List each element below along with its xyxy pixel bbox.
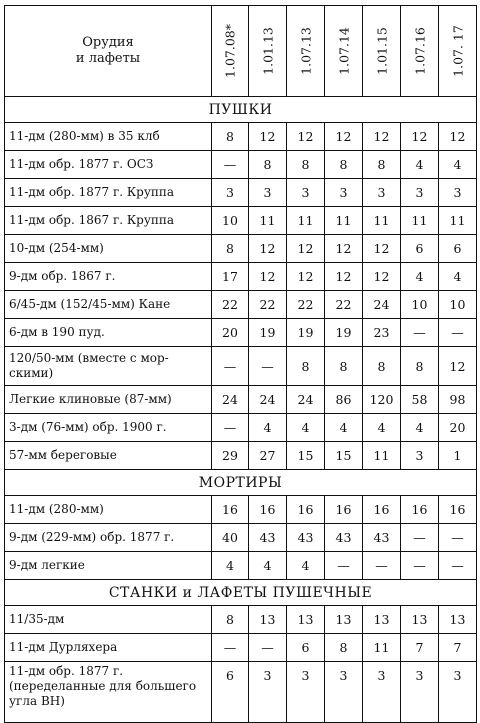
date-label: 1.07. 17: [450, 25, 465, 77]
row-name-cell: [5, 524, 212, 552]
date-label: 1.07.08*: [222, 24, 238, 78]
row-name-cell: [5, 662, 212, 723]
value-cell: —: [439, 524, 477, 552]
value-cell: 43: [325, 524, 363, 552]
value-cell: 40: [212, 524, 249, 552]
header-name-line1: Орудия: [82, 35, 134, 50]
row-name-line: Легкие клиновые (87-мм): [9, 392, 172, 406]
value-cell: 7: [439, 634, 477, 662]
table-row: [5, 386, 477, 414]
row-name-cell: [5, 442, 212, 470]
row-name-line: 3-дм (76-мм) обр. 1900 г.: [9, 420, 167, 434]
value-cell: —: [401, 552, 439, 580]
value-cell: 4: [287, 552, 325, 580]
row-name-line: 11-дм Дурляхера: [9, 640, 118, 654]
value-cell: 22: [249, 291, 287, 319]
value-cell: 120: [363, 386, 401, 414]
value-cell: 4: [249, 552, 287, 580]
value-cell: —: [249, 634, 287, 662]
value-cell: 16: [249, 496, 287, 524]
table-row: [5, 319, 477, 347]
row-name-cell: [5, 552, 212, 580]
date-label: 1.07.16: [412, 27, 427, 75]
value-cell: 6: [401, 235, 439, 263]
header-date-3: [287, 6, 325, 97]
value-cell: 4: [363, 414, 401, 442]
row-name-cell: [5, 319, 212, 347]
value-cell: 24: [249, 386, 287, 414]
value-cell: 4: [439, 263, 477, 291]
value-cell: 8: [363, 347, 401, 386]
value-cell: 11: [363, 634, 401, 662]
row-name-line: 6-дм в 190 пуд.: [9, 325, 105, 339]
date-label: 1.07.13: [298, 27, 313, 75]
value-cell: 16: [439, 496, 477, 524]
value-cell: 24: [287, 386, 325, 414]
value-cell: 8: [287, 347, 325, 386]
header-date-7: [439, 6, 477, 97]
row-name-line: 9-дм обр. 1867 г.: [9, 269, 116, 283]
row-name-line: скими): [9, 366, 54, 380]
value-cell: 58: [401, 386, 439, 414]
value-cell: 10: [401, 291, 439, 319]
row-name-cell: [5, 179, 212, 207]
row-name-cell: [5, 386, 212, 414]
value-cell: 19: [325, 319, 363, 347]
value-cell: —: [212, 151, 249, 179]
value-cell: 12: [249, 235, 287, 263]
value-cell: 1: [439, 442, 477, 470]
table-row: [5, 606, 477, 634]
value-cell: 24: [363, 291, 401, 319]
row-name-line: 11-дм обр. 1877 г.: [9, 664, 124, 678]
value-cell: 3: [401, 179, 439, 207]
value-cell: 11: [363, 207, 401, 235]
section-title: ПУШКИ: [5, 97, 477, 123]
value-cell: 7: [401, 634, 439, 662]
header-date-6: [401, 6, 439, 97]
value-cell: 3: [212, 179, 249, 207]
value-cell: 8: [249, 151, 287, 179]
value-cell: 3: [325, 179, 363, 207]
value-cell: 12: [249, 123, 287, 151]
row-name-cell: [5, 291, 212, 319]
table-row: [5, 207, 477, 235]
value-cell: 17: [212, 263, 249, 291]
table-row: [5, 552, 477, 580]
row-name-cell: [5, 263, 212, 291]
value-cell: 3: [401, 442, 439, 470]
table-row: [5, 235, 477, 263]
value-cell: 12: [249, 263, 287, 291]
row-name-line: 10-дм (254-мм): [9, 241, 104, 255]
table-row: [5, 151, 477, 179]
value-cell: 4: [439, 151, 477, 179]
row-name-line: 120/50-мм (вместе с мор-: [9, 351, 169, 365]
value-cell: 11: [363, 442, 401, 470]
document-page: [4, 5, 476, 708]
value-cell: 20: [212, 319, 249, 347]
value-cell: 43: [249, 524, 287, 552]
value-cell: 12: [401, 123, 439, 151]
value-cell: 3: [363, 662, 401, 723]
value-cell: 8: [212, 606, 249, 634]
value-cell: 12: [287, 123, 325, 151]
row-name-cell: [5, 235, 212, 263]
value-cell: 8: [212, 123, 249, 151]
table-row: [5, 123, 477, 151]
row-name-line: 11-дм (280-мм): [9, 502, 104, 516]
value-cell: 8: [287, 151, 325, 179]
value-cell: 12: [325, 263, 363, 291]
table-row: [5, 662, 477, 723]
value-cell: 8: [401, 347, 439, 386]
value-cell: 4: [287, 414, 325, 442]
value-cell: 12: [363, 235, 401, 263]
row-name-cell: [5, 496, 212, 524]
section-header-row: [5, 97, 477, 123]
guns-table: [4, 5, 477, 723]
value-cell: 43: [287, 524, 325, 552]
value-cell: 3: [439, 179, 477, 207]
value-cell: 6: [287, 634, 325, 662]
value-cell: 27: [249, 442, 287, 470]
value-cell: 12: [325, 123, 363, 151]
row-name-line: 11/35-дм: [9, 612, 65, 626]
value-cell: —: [212, 414, 249, 442]
value-cell: 29: [212, 442, 249, 470]
row-name-cell: [5, 414, 212, 442]
value-cell: 8: [325, 347, 363, 386]
row-name-cell: [5, 151, 212, 179]
header-date-2: [249, 6, 287, 97]
value-cell: 13: [363, 606, 401, 634]
value-cell: 4: [401, 414, 439, 442]
value-cell: 12: [439, 347, 477, 386]
value-cell: 19: [287, 319, 325, 347]
section-header-row: [5, 470, 477, 496]
header-date-4: [325, 6, 363, 97]
row-name-line: 11-дм обр. 1867 г. Круппа: [9, 213, 175, 227]
row-name-line: 9-дм (229-мм) обр. 1877 г.: [9, 530, 175, 544]
value-cell: —: [401, 524, 439, 552]
value-cell: 19: [249, 319, 287, 347]
value-cell: 8: [212, 235, 249, 263]
value-cell: 4: [401, 151, 439, 179]
value-cell: 3: [401, 662, 439, 723]
value-cell: 12: [439, 123, 477, 151]
value-cell: 16: [325, 496, 363, 524]
row-name-line: 57-мм береговые: [9, 448, 117, 462]
value-cell: 16: [212, 496, 249, 524]
value-cell: 16: [363, 496, 401, 524]
row-name-cell: [5, 123, 212, 151]
section-title: МОРТИРЫ: [5, 470, 477, 496]
value-cell: 4: [249, 414, 287, 442]
value-cell: 8: [325, 151, 363, 179]
value-cell: 11: [249, 207, 287, 235]
date-label: 1.01.15: [374, 27, 389, 75]
value-cell: 15: [325, 442, 363, 470]
table-row: [5, 634, 477, 662]
date-label: 1.07.14: [336, 27, 351, 75]
table-row: [5, 524, 477, 552]
value-cell: 24: [212, 386, 249, 414]
value-cell: 4: [325, 414, 363, 442]
value-cell: 20: [439, 414, 477, 442]
value-cell: —: [325, 552, 363, 580]
header-name-cell: [5, 6, 212, 97]
value-cell: 3: [439, 662, 477, 723]
value-cell: 12: [287, 263, 325, 291]
row-name-cell: [5, 207, 212, 235]
value-cell: —: [401, 319, 439, 347]
row-name-line: угла ВН): [9, 694, 65, 708]
value-cell: 23: [363, 319, 401, 347]
table-row: [5, 496, 477, 524]
value-cell: 12: [363, 263, 401, 291]
value-cell: —: [439, 319, 477, 347]
value-cell: 3: [325, 662, 363, 723]
value-cell: 98: [439, 386, 477, 414]
value-cell: 3: [287, 179, 325, 207]
value-cell: —: [212, 347, 249, 386]
value-cell: 12: [363, 123, 401, 151]
header-date-1: [212, 6, 249, 97]
value-cell: 12: [325, 235, 363, 263]
header-name-line2: и лафеты: [75, 51, 141, 66]
value-cell: —: [249, 347, 287, 386]
value-cell: 13: [439, 606, 477, 634]
row-name-line: 11-дм обр. 1877 г. ОСЗ: [9, 157, 154, 171]
row-name-cell: [5, 606, 212, 634]
value-cell: 4: [212, 552, 249, 580]
value-cell: 11: [439, 207, 477, 235]
value-cell: 13: [401, 606, 439, 634]
value-cell: 4: [401, 263, 439, 291]
value-cell: —: [363, 552, 401, 580]
value-cell: —: [439, 552, 477, 580]
row-name-cell: [5, 634, 212, 662]
value-cell: 13: [287, 606, 325, 634]
value-cell: 15: [287, 442, 325, 470]
value-cell: 11: [287, 207, 325, 235]
row-name-cell: [5, 347, 212, 386]
value-cell: 10: [212, 207, 249, 235]
value-cell: —: [212, 634, 249, 662]
table-row: [5, 347, 477, 386]
value-cell: 3: [249, 662, 287, 723]
value-cell: 6: [212, 662, 249, 723]
value-cell: 86: [325, 386, 363, 414]
value-cell: 22: [287, 291, 325, 319]
section-title: СТАНКИ и ЛАФЕТЫ ПУШЕЧНЫЕ: [5, 580, 477, 606]
value-cell: 16: [401, 496, 439, 524]
value-cell: 3: [363, 179, 401, 207]
value-cell: 10: [439, 291, 477, 319]
table-row: [5, 179, 477, 207]
value-cell: 11: [401, 207, 439, 235]
table-row: [5, 442, 477, 470]
value-cell: 22: [325, 291, 363, 319]
header-date-5: [363, 6, 401, 97]
row-name-line: 11-дм (280-мм) в 35 клб: [9, 129, 160, 143]
table-row: [5, 263, 477, 291]
value-cell: 16: [287, 496, 325, 524]
date-label: 1.01.13: [260, 27, 275, 75]
value-cell: 12: [287, 235, 325, 263]
value-cell: 11: [325, 207, 363, 235]
value-cell: 22: [212, 291, 249, 319]
value-cell: 8: [325, 634, 363, 662]
row-name-line: (переделанные для большего: [9, 679, 197, 693]
value-cell: 13: [249, 606, 287, 634]
row-name-line: 11-дм обр. 1877 г. Круппа: [9, 185, 175, 199]
value-cell: 3: [249, 179, 287, 207]
table-row: [5, 414, 477, 442]
value-cell: 3: [287, 662, 325, 723]
row-name-line: 6/45-дм (152/45-мм) Кане: [9, 297, 171, 311]
table-row: [5, 291, 477, 319]
value-cell: 6: [439, 235, 477, 263]
value-cell: 13: [325, 606, 363, 634]
value-cell: 8: [363, 151, 401, 179]
section-header-row: [5, 580, 477, 606]
row-name-line: 9-дм легкие: [9, 558, 85, 572]
value-cell: 43: [363, 524, 401, 552]
header-row: [5, 6, 477, 97]
